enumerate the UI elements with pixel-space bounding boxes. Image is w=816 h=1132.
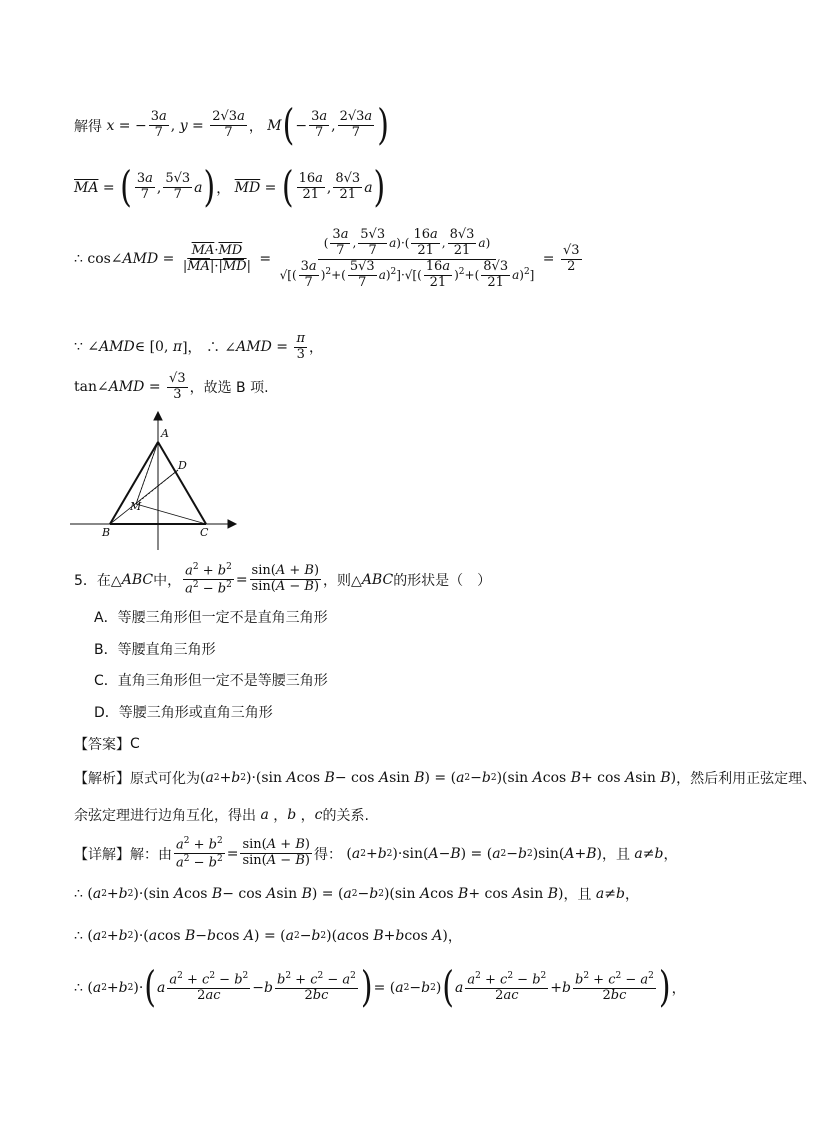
- detail-line-1: 【详解】 解：由 $\frac{a^2 + b^2}{a^2 - b^2}$ = $\frac{\sin(A + B)}{\sin(A - B)}$ 得： ( a 2 + b 2 )·sin( A − B ) = ( a 2 − b 2 )sin( A + B ) ，且 a ≠ b ，: [74, 836, 678, 871]
- answer-label: 【答案】: [74, 737, 130, 753]
- question-number: 5．: [74, 572, 97, 589]
- solution-line-1: 解得 x = − $\frac{3a}{7}$ , y = $\frac{2√3a}{7}$ ， M ( − $\frac{3a}{7}$ , $\frac{2√3a}{7}$ ): [74, 101, 389, 150]
- question-mid: 中，: [153, 572, 182, 589]
- solve-prefix: 解得: [74, 118, 102, 135]
- option-a: A．等腰三角形但一定不是直角三角形: [94, 610, 328, 626]
- label-c: C: [200, 526, 209, 539]
- detail-label: 【详解】: [74, 846, 130, 863]
- angle-range-line: ∵ ∠ AMD ∈ [0, π ]， ∴ ∠ AMD = $\frac{\pi}{3}$ ，: [74, 331, 324, 362]
- tan-line: tan∠ AMD = $\frac{√3}{3}$ ，故选 B 项.: [74, 371, 269, 402]
- analysis-text1: 原式可化为: [130, 771, 200, 787]
- option-d: D．等腰三角形或直角三角形: [94, 705, 273, 721]
- analysis-line-1: 【解析】 原式可化为 ( a 2 + b 2 )·(sin A cos B − cos A sin B ) = ( a 2 − b 2 )(sin A cos B + cos A sin B ) ，然后利用正弦定理、: [74, 770, 816, 787]
- detail-text4: ，: [663, 846, 678, 863]
- question-5: 5． 在△ ABC 中， $\frac{a^2 + b^2}{a^2 - b^2}$ = $\frac{\sin(A + B)}{\sin(A - B)}$ ，则△ ABC 的形状是（ ）: [74, 562, 492, 597]
- option-c: C．直角三角形但一定不是等腰三角形: [94, 673, 328, 689]
- label-d: D: [178, 459, 187, 472]
- answer-value: C: [130, 736, 140, 752]
- detail-line-4: ∴ ( a 2 + b 2 )· ( a $\frac{a^2 + c^2 - b^2}{2ac}$ − b $\frac{b^2 + c^2 - a^2}{2bc}$ ) = ( a 2 − b 2 ) ( a $\frac{a^2 + c^2 - b^2}{2ac}$ + b $\frac{b^2 + c^2 - a^2}{2bc}$ ) ，: [74, 963, 686, 1012]
- question-suffix: ，则△: [323, 572, 362, 589]
- vector-line: $\overline{MA}$ = ( $\frac{3a}{7}$ , $\frac{5√3}{7}$ a ) ， $\overline{MD}$ = ( $\frac{16a}{21}$ , $\frac{8√3}{21}$ a ): [74, 163, 386, 212]
- detail-line-3: ∴ ( a 2 + b 2 )·( a cos B − b cos A ) = ( a 2 − b 2 )( a cos B + b cos A ) ，: [74, 928, 462, 945]
- detail-text2: 得：: [313, 846, 342, 863]
- triangle-diagram: [70, 412, 240, 554]
- label-a: A: [161, 427, 169, 440]
- answer-line: [74, 734, 140, 754]
- analysis-line-2: 余弦定理进行边角互化，得出 a ， b ， c 的关系.: [74, 807, 369, 824]
- analysis-text4: 的关系.: [322, 808, 369, 824]
- analysis-text3: 余弦定理进行边角互化，得出: [74, 808, 256, 824]
- analysis-text2: ，然后利用正弦定理、: [676, 771, 816, 787]
- question-intro: 在△: [96, 572, 122, 589]
- option-b: B．等腰直角三角形: [94, 642, 216, 658]
- detail-text3: ，且: [601, 846, 630, 863]
- choose-b: ，故选 B 项.: [189, 380, 269, 397]
- label-m: M: [130, 500, 142, 513]
- question-suffix2: 的形状是（ ）: [393, 572, 492, 589]
- cos-line: ∴ cos∠ AMD = $\frac{\overline{MA}\cdot\overline{MD}}{|\overline{MA}|\cdot|\overline{MD}|}$ = ( $\frac{3a}{7}$ , $\frac{5√3}{7}$ a)·( $\frac{16a}{21}$ , $\frac{8√3}{21}$ a) √[( $\frac{3a}{7}$ )$^2$+( $\frac{5√3}{7}$ a)$^2$]·√[( $\frac{16a}{21}$ )$^2$+( $\frac{8√3}{21}$ a)$^2$] = $\frac{√3}{2}$: [74, 227, 580, 290]
- label-b: B: [102, 526, 111, 539]
- analysis-label: 【解析】: [74, 771, 130, 787]
- detail-line-2: ∴ ( a 2 + b 2 )·(sin A cos B − cos A sin B ) = ( a 2 − b 2 )(sin A cos B + cos A sin B ) ，且 a ≠ b ，: [74, 886, 639, 903]
- detail-text1: 解：由: [130, 846, 172, 863]
